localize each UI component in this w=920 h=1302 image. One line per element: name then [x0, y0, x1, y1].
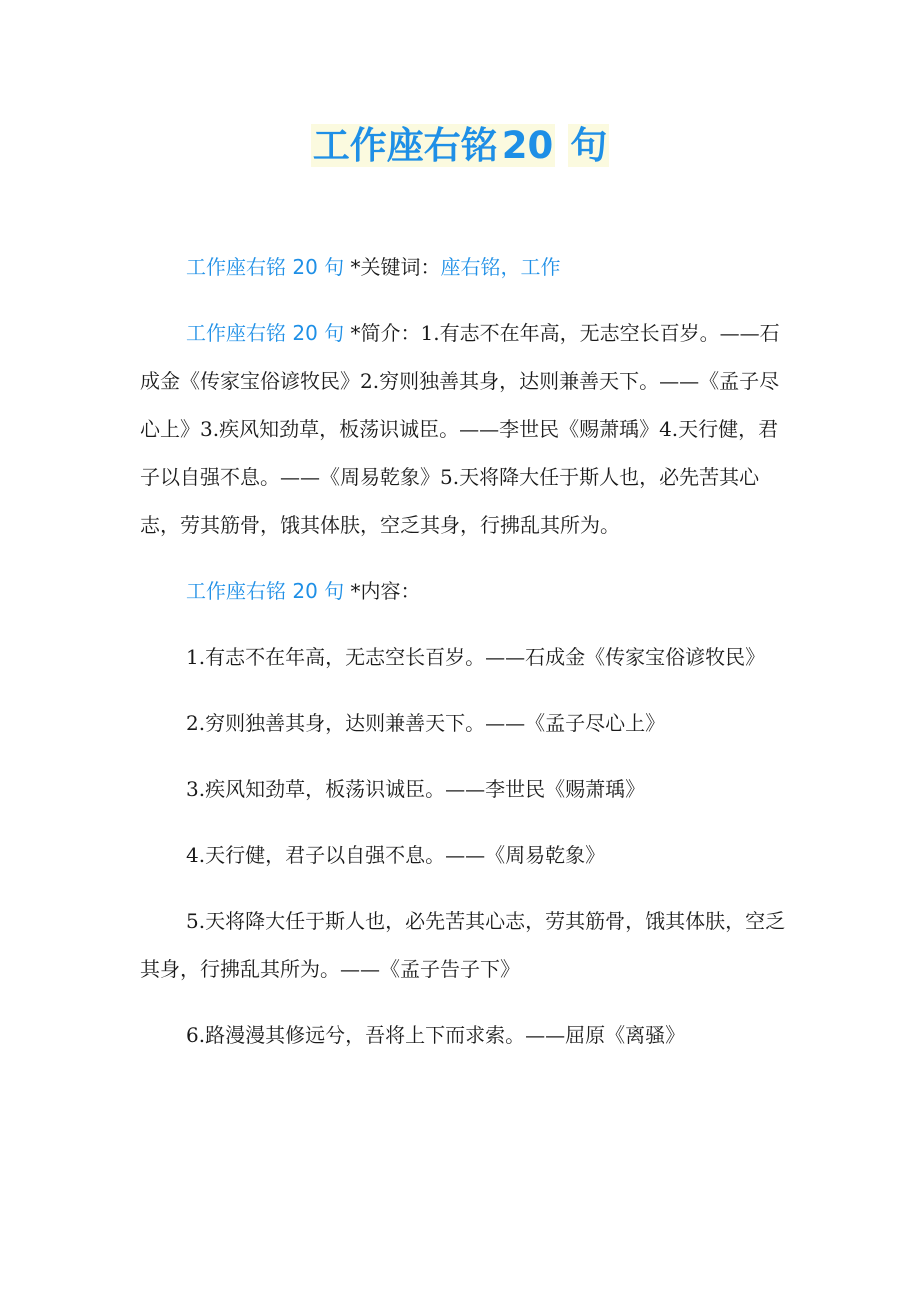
content-label: *内容： [344, 579, 421, 603]
document-body [140, 243, 795, 1077]
list-item: 1.有志不在年高，无志空长百岁。——石成金《传家宝俗谚牧民》 [186, 645, 766, 669]
list-item: 4.天行健，君子以自强不息。——《周易乾象》 [186, 843, 606, 867]
keywords-value: 座右铭，工作 [440, 255, 561, 279]
keywords-paragraph [140, 243, 795, 291]
keywords-lead: 工作座右铭 20 句 [186, 255, 345, 279]
summary-label: *简介： [344, 321, 421, 345]
keywords-label: *关键词： [344, 255, 441, 279]
summary-paragraph [140, 309, 795, 549]
summary-lead: 工作座右铭 20 句 [186, 321, 345, 345]
content-header-paragraph [140, 567, 795, 615]
list-item: 2.穷则独善其身，达则兼善天下。——《孟子尽心上》 [186, 711, 666, 735]
list-item: 5.天将降大任于斯人也，必先苦其心志，劳其筋骨，饿其体肤，空乏其身，行拂乱其所为。——《孟子告子下》 [140, 909, 786, 981]
title-main: 工作座右铭 [312, 124, 498, 167]
content-lead: 工作座右铭 20 句 [186, 579, 345, 603]
title-end: 句 [570, 124, 608, 167]
document-title [0, 118, 920, 174]
list-item: 3.疾风知劲草，板荡识诚臣。——李世民《赐萧瑀》 [186, 777, 646, 801]
summary-text: 1.有志不在年高，无志空长百岁。——石成金《传家宝俗谚牧民》2.穷则独善其身，达则兼善天下。——《孟子尽心上》3.疾风知劲草，板荡识诚臣。——李世民《赐萧瑀》4.天行健，君子以自强不息。——《周易乾象》5.天将降大任于斯人也，必先苦其心志，劳其筋骨，饿其体肤，空乏其身，行拂乱其所为。 [140, 321, 780, 537]
title-number: 20 [501, 124, 554, 167]
list-item: 6.路漫漫其修远兮，吾将上下而求索。——屈原《离骚》 [186, 1023, 686, 1047]
